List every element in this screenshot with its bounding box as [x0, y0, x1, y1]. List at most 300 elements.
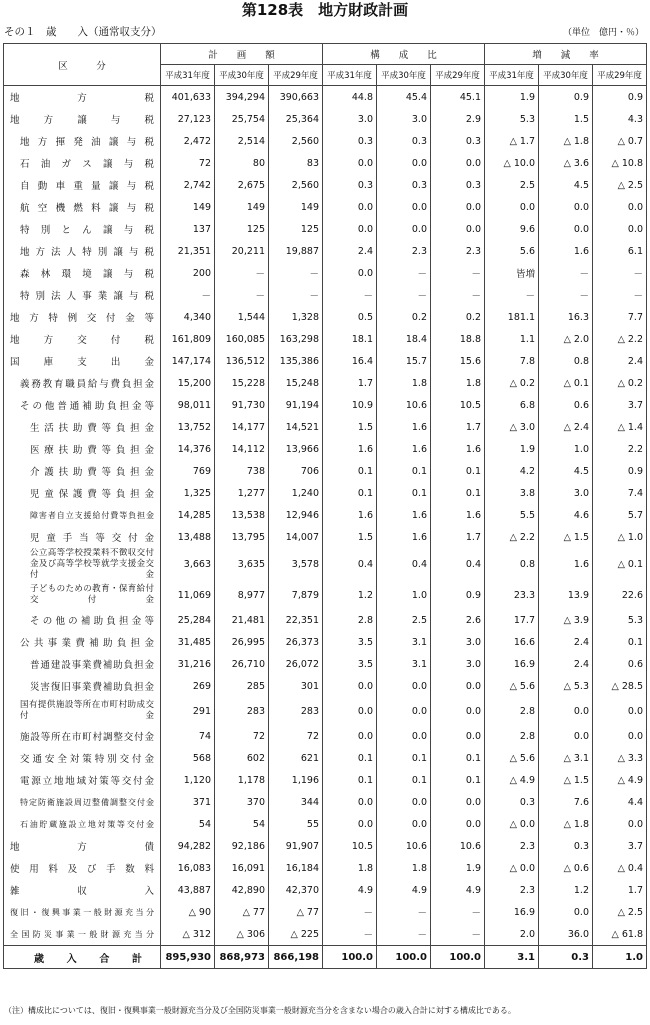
value-cell: － [431, 901, 485, 923]
value-cell: 181.1 [485, 306, 539, 328]
value-cell: 0.9 [593, 460, 647, 482]
total-value-cell: 100.0 [323, 946, 377, 969]
value-cell: 13.9 [539, 581, 593, 609]
table-row [4, 262, 647, 284]
value-cell: 54 [161, 813, 215, 835]
value-cell: 0.0 [539, 725, 593, 747]
value-cell: 0.5 [323, 306, 377, 328]
row-label: 障害者自立支援給付費等負担金 [4, 504, 161, 526]
value-cell: △ 2.2 [593, 328, 647, 350]
table-subtitle: その１ 歳 入（通常収支分） [4, 26, 162, 38]
value-cell: 1.2 [323, 581, 377, 609]
value-cell: － [161, 284, 215, 306]
row-label: 石油ガス譲与税 [4, 152, 161, 174]
value-cell: 80 [215, 152, 269, 174]
value-cell: 14,177 [215, 416, 269, 438]
value-cell: 2.4 [593, 350, 647, 372]
value-cell: 1.9 [485, 438, 539, 460]
value-cell: 16.3 [539, 306, 593, 328]
total-value-cell: 895,930 [161, 946, 215, 969]
value-cell: 42,370 [269, 879, 323, 901]
value-cell: 45.1 [431, 86, 485, 109]
value-cell: 1,328 [269, 306, 323, 328]
row-label: 地方債 [4, 835, 161, 857]
value-cell: △ 2.5 [593, 174, 647, 196]
value-cell: 738 [215, 460, 269, 482]
value-cell: 3.5 [323, 631, 377, 653]
table-row [4, 460, 647, 482]
value-cell: 13,752 [161, 416, 215, 438]
value-cell: 1.6 [377, 526, 431, 548]
value-cell: 0.4 [323, 548, 377, 581]
value-cell: 16,083 [161, 857, 215, 879]
value-cell: 0.0 [323, 813, 377, 835]
value-cell: 2.0 [485, 923, 539, 946]
table-row [4, 879, 647, 901]
value-cell: 10.6 [377, 394, 431, 416]
header-year: 平成31年度 [323, 65, 377, 86]
table-row [4, 328, 647, 350]
value-cell: △ 306 [215, 923, 269, 946]
value-cell: 16.9 [485, 653, 539, 675]
value-cell: 17.7 [485, 609, 539, 631]
value-cell: 0.8 [539, 350, 593, 372]
value-cell: 10.6 [431, 835, 485, 857]
value-cell: 0.0 [431, 697, 485, 725]
table-row [4, 174, 647, 196]
value-cell: 3.0 [431, 653, 485, 675]
value-cell: 161,809 [161, 328, 215, 350]
value-cell: 10.9 [323, 394, 377, 416]
value-cell: 1.9 [485, 86, 539, 109]
value-cell: 13,538 [215, 504, 269, 526]
value-cell: 14,376 [161, 438, 215, 460]
table-row [4, 240, 647, 262]
value-cell: 3.0 [431, 631, 485, 653]
value-cell: 160,085 [215, 328, 269, 350]
value-cell: 1.1 [485, 328, 539, 350]
total-label: 歳入合計 [4, 946, 161, 969]
value-cell: 1.6 [431, 504, 485, 526]
value-cell: 2.8 [323, 609, 377, 631]
value-cell: 3.8 [485, 482, 539, 504]
value-cell: △ 0.2 [593, 372, 647, 394]
table-row [4, 526, 647, 548]
value-cell: 769 [161, 460, 215, 482]
row-label: 児童手当等交付金 [4, 526, 161, 548]
value-cell: 1.8 [377, 857, 431, 879]
value-cell: 0.0 [377, 813, 431, 835]
value-cell: 0.0 [431, 218, 485, 240]
row-label: 災害復旧事業費補助負担金 [4, 675, 161, 697]
value-cell: 4.5 [539, 460, 593, 482]
value-cell: 0.8 [485, 548, 539, 581]
row-label: 地方法人特別譲与税 [4, 240, 161, 262]
value-cell: 26,710 [215, 653, 269, 675]
header-year: 平成30年度 [539, 65, 593, 86]
table-row [4, 747, 647, 769]
value-cell: 0.0 [431, 152, 485, 174]
table-row [4, 725, 647, 747]
value-cell: － [539, 262, 593, 284]
value-cell: 0.6 [593, 653, 647, 675]
value-cell: △ 4.9 [485, 769, 539, 791]
value-cell: 9.6 [485, 218, 539, 240]
value-cell: 72 [161, 152, 215, 174]
value-cell: 2,560 [269, 130, 323, 152]
value-cell: △ 0.7 [593, 130, 647, 152]
value-cell: 147,174 [161, 350, 215, 372]
value-cell: － [377, 923, 431, 946]
value-cell: △ 225 [269, 923, 323, 946]
value-cell: 1.0 [377, 581, 431, 609]
value-cell: 2.4 [539, 653, 593, 675]
value-cell: 0.1 [431, 747, 485, 769]
value-cell: 2.3 [485, 879, 539, 901]
value-cell: 15.6 [431, 350, 485, 372]
table-row [4, 438, 647, 460]
value-cell: － [269, 262, 323, 284]
value-cell: 2.4 [539, 631, 593, 653]
value-cell: △ 1.8 [539, 813, 593, 835]
value-cell: 1,196 [269, 769, 323, 791]
value-cell: 0.0 [431, 813, 485, 835]
value-cell: △ 28.5 [593, 675, 647, 697]
value-cell: 390,663 [269, 86, 323, 109]
row-label: 交通安全対策特別交付金 [4, 747, 161, 769]
value-cell: 0.0 [431, 675, 485, 697]
value-cell: △ 2.0 [539, 328, 593, 350]
value-cell: 5.3 [485, 108, 539, 130]
table-row [4, 813, 647, 835]
value-cell: 98,011 [161, 394, 215, 416]
value-cell: 21,481 [215, 609, 269, 631]
value-cell: 3,635 [215, 548, 269, 581]
value-cell: 0.1 [377, 747, 431, 769]
value-cell: 2.2 [593, 438, 647, 460]
value-cell: 3,578 [269, 548, 323, 581]
row-label: 自動車重量譲与税 [4, 174, 161, 196]
value-cell: 0.4 [377, 548, 431, 581]
value-cell: 269 [161, 675, 215, 697]
value-cell: 0.3 [323, 130, 377, 152]
value-cell: 91,730 [215, 394, 269, 416]
value-cell: 5.6 [485, 240, 539, 262]
row-label: 公立高等学校授業料不徴収交付金及び高等学校等就学支援金交付金 [4, 548, 161, 581]
value-cell: 1.6 [377, 438, 431, 460]
row-label: 電源立地地域対策等交付金 [4, 769, 161, 791]
value-cell: 4.2 [485, 460, 539, 482]
value-cell: 5.7 [593, 504, 647, 526]
value-cell: 27,123 [161, 108, 215, 130]
value-cell: － [377, 284, 431, 306]
value-cell: 0.0 [539, 218, 593, 240]
value-cell: － [431, 284, 485, 306]
value-cell: 200 [161, 262, 215, 284]
value-cell: 1.6 [539, 240, 593, 262]
value-cell: 2.5 [485, 174, 539, 196]
row-label: 航空機燃料譲与税 [4, 196, 161, 218]
value-cell: 2.8 [485, 725, 539, 747]
value-cell: 1,120 [161, 769, 215, 791]
value-cell: 74 [161, 725, 215, 747]
row-label: 特定防衛施設周辺整備調整交付金 [4, 791, 161, 813]
value-cell: 0.3 [323, 174, 377, 196]
value-cell: 125 [215, 218, 269, 240]
value-cell: 20,211 [215, 240, 269, 262]
value-cell: 0.0 [323, 196, 377, 218]
row-label: 子どものための教育・保育給付交付金 [4, 581, 161, 609]
total-value-cell: 100.0 [377, 946, 431, 969]
value-cell: 136,512 [215, 350, 269, 372]
total-value-cell: 1.0 [593, 946, 647, 969]
value-cell: 7.6 [539, 791, 593, 813]
table-row [4, 548, 647, 581]
value-cell: 0.0 [539, 196, 593, 218]
value-cell: 0.0 [593, 218, 647, 240]
header-change-rate: 増 減 率 [485, 44, 647, 65]
value-cell: 13,488 [161, 526, 215, 548]
value-cell: － [323, 923, 377, 946]
value-cell: 0.0 [377, 725, 431, 747]
row-label: 施設等所在市町村調整交付金 [4, 725, 161, 747]
row-label: 復旧・復興事業一般財源充当分 [4, 901, 161, 923]
value-cell: 0.0 [377, 218, 431, 240]
value-cell: 3.1 [377, 653, 431, 675]
value-cell: 0.3 [539, 835, 593, 857]
table-row [4, 923, 647, 946]
value-cell: △ 10.8 [593, 152, 647, 174]
value-cell: 0.1 [377, 460, 431, 482]
value-cell: 2.9 [431, 108, 485, 130]
value-cell: 283 [269, 697, 323, 725]
value-cell: 0.0 [431, 196, 485, 218]
value-cell: 4.5 [539, 174, 593, 196]
value-cell: 4,340 [161, 306, 215, 328]
value-cell: △ 3.3 [593, 747, 647, 769]
row-label: 地方揮発油譲与税 [4, 130, 161, 152]
value-cell: － [323, 901, 377, 923]
value-cell: 0.1 [377, 482, 431, 504]
value-cell: △ 4.9 [593, 769, 647, 791]
value-cell: 42,890 [215, 879, 269, 901]
value-cell: 1,178 [215, 769, 269, 791]
table-row [4, 394, 647, 416]
value-cell: 0.6 [539, 394, 593, 416]
value-cell: 149 [215, 196, 269, 218]
value-cell: 31,216 [161, 653, 215, 675]
table-row [4, 108, 647, 130]
value-cell: － [485, 284, 539, 306]
table-row [4, 130, 647, 152]
value-cell: 4.9 [377, 879, 431, 901]
value-cell: 0.1 [323, 482, 377, 504]
value-cell: 8,977 [215, 581, 269, 609]
value-cell: △ 0.1 [539, 372, 593, 394]
value-cell: 15.7 [377, 350, 431, 372]
value-cell: △ 1.5 [539, 526, 593, 548]
value-cell: △ 2.4 [539, 416, 593, 438]
value-cell: 0.1 [323, 769, 377, 791]
value-cell: 16.6 [485, 631, 539, 653]
value-cell: － [215, 284, 269, 306]
value-cell: △ 0.2 [485, 372, 539, 394]
table-row [4, 350, 647, 372]
value-cell: 706 [269, 460, 323, 482]
table-row [4, 152, 647, 174]
table-row [4, 218, 647, 240]
row-label: 介護扶助費等負担金 [4, 460, 161, 482]
value-cell: △ 3.9 [539, 609, 593, 631]
value-cell: 26,072 [269, 653, 323, 675]
row-label: 特別とん譲与税 [4, 218, 161, 240]
value-cell: 2.4 [323, 240, 377, 262]
value-cell: 1,544 [215, 306, 269, 328]
value-cell: 12,946 [269, 504, 323, 526]
value-cell: 94,282 [161, 835, 215, 857]
value-cell: 4.3 [593, 108, 647, 130]
row-label: 普通建設事業費補助負担金 [4, 653, 161, 675]
row-label: その他普通補助負担金等 [4, 394, 161, 416]
value-cell: △ 5.6 [485, 675, 539, 697]
value-cell: 91,194 [269, 394, 323, 416]
value-cell: △ 1.7 [485, 130, 539, 152]
value-cell: 137 [161, 218, 215, 240]
value-cell: 344 [269, 791, 323, 813]
value-cell: 5.3 [593, 609, 647, 631]
value-cell: 283 [215, 697, 269, 725]
table-row [4, 196, 647, 218]
total-value-cell: 100.0 [431, 946, 485, 969]
value-cell: 2,514 [215, 130, 269, 152]
value-cell: 3.0 [377, 108, 431, 130]
header-composition-ratio: 構 成 比 [323, 44, 485, 65]
value-cell: 1.5 [323, 416, 377, 438]
table-row [4, 675, 647, 697]
value-cell: － [377, 262, 431, 284]
value-cell: 25,364 [269, 108, 323, 130]
header-year: 平成30年度 [377, 65, 431, 86]
value-cell: △ 312 [161, 923, 215, 946]
value-cell: 0.0 [539, 697, 593, 725]
value-cell: 0.0 [431, 725, 485, 747]
value-cell: 25,284 [161, 609, 215, 631]
value-cell: 2.6 [431, 609, 485, 631]
value-cell: 2.8 [485, 697, 539, 725]
value-cell: 5.5 [485, 504, 539, 526]
value-cell: 3,663 [161, 548, 215, 581]
value-cell: 0.0 [323, 262, 377, 284]
value-cell: 2,560 [269, 174, 323, 196]
value-cell: 3.1 [377, 631, 431, 653]
value-cell: － [377, 901, 431, 923]
value-cell: 14,007 [269, 526, 323, 548]
value-cell: 14,285 [161, 504, 215, 526]
value-cell: 7.4 [593, 482, 647, 504]
value-cell: 22,351 [269, 609, 323, 631]
value-cell: 1.5 [323, 526, 377, 548]
value-cell: 1.7 [431, 416, 485, 438]
value-cell: △ 5.3 [539, 675, 593, 697]
value-cell: 3.0 [323, 108, 377, 130]
value-cell: 2.5 [377, 609, 431, 631]
value-cell: 16,091 [215, 857, 269, 879]
page-title: 第128表 地方財政計画 [241, 1, 409, 19]
value-cell: 2.3 [431, 240, 485, 262]
value-cell: 0.3 [431, 130, 485, 152]
value-cell: 7,879 [269, 581, 323, 609]
value-cell: 0.3 [485, 791, 539, 813]
value-cell: 21,351 [161, 240, 215, 262]
value-cell: 0.0 [539, 901, 593, 923]
total-value-cell: 868,973 [215, 946, 269, 969]
value-cell: 45.4 [377, 86, 431, 109]
value-cell: 1,240 [269, 482, 323, 504]
table-row [4, 372, 647, 394]
value-cell: △ 3.6 [539, 152, 593, 174]
value-cell: 7.8 [485, 350, 539, 372]
total-row [4, 946, 647, 969]
table-body [4, 86, 647, 969]
value-cell: 1,277 [215, 482, 269, 504]
row-label: 石油貯蔵施設立地対策等交付金 [4, 813, 161, 835]
value-cell: 4.9 [323, 879, 377, 901]
value-cell: 16.9 [485, 901, 539, 923]
row-label: 国有提供施設等所在市町村助成交付金 [4, 697, 161, 725]
row-label: 使用料及び手数料 [4, 857, 161, 879]
value-cell: △ 0.1 [593, 548, 647, 581]
value-cell: 1.6 [323, 504, 377, 526]
value-cell: 0.1 [431, 460, 485, 482]
value-cell: 36.0 [539, 923, 593, 946]
value-cell: 1.6 [539, 548, 593, 581]
value-cell: 15,200 [161, 372, 215, 394]
value-cell: 3.7 [593, 835, 647, 857]
value-cell: 621 [269, 747, 323, 769]
value-cell: 26,373 [269, 631, 323, 653]
value-cell: 55 [269, 813, 323, 835]
value-cell: － [431, 262, 485, 284]
value-cell: 14,112 [215, 438, 269, 460]
row-label: 雑収入 [4, 879, 161, 901]
unit-label: （単位 億円・％） [562, 28, 644, 38]
value-cell: 1.5 [539, 108, 593, 130]
value-cell: 19,887 [269, 240, 323, 262]
header-year: 平成29年度 [593, 65, 647, 86]
value-cell: 1.7 [323, 372, 377, 394]
value-cell: 0.0 [323, 697, 377, 725]
table-row [4, 306, 647, 328]
value-cell: △ 5.6 [485, 747, 539, 769]
total-value-cell: 866,198 [269, 946, 323, 969]
value-cell: 10.5 [431, 394, 485, 416]
value-cell: 2.3 [485, 835, 539, 857]
value-cell: 0.0 [593, 725, 647, 747]
value-cell: 6.1 [593, 240, 647, 262]
value-cell: 23.3 [485, 581, 539, 609]
value-cell: △ 0.4 [593, 857, 647, 879]
value-cell: － [269, 284, 323, 306]
value-cell: 0.9 [431, 581, 485, 609]
value-cell: 149 [269, 196, 323, 218]
value-cell: 4.9 [431, 879, 485, 901]
value-cell: 2,742 [161, 174, 215, 196]
table-row [4, 86, 647, 109]
value-cell: 54 [215, 813, 269, 835]
value-cell: △ 3.1 [539, 747, 593, 769]
value-cell: 15,228 [215, 372, 269, 394]
value-cell: 394,294 [215, 86, 269, 109]
